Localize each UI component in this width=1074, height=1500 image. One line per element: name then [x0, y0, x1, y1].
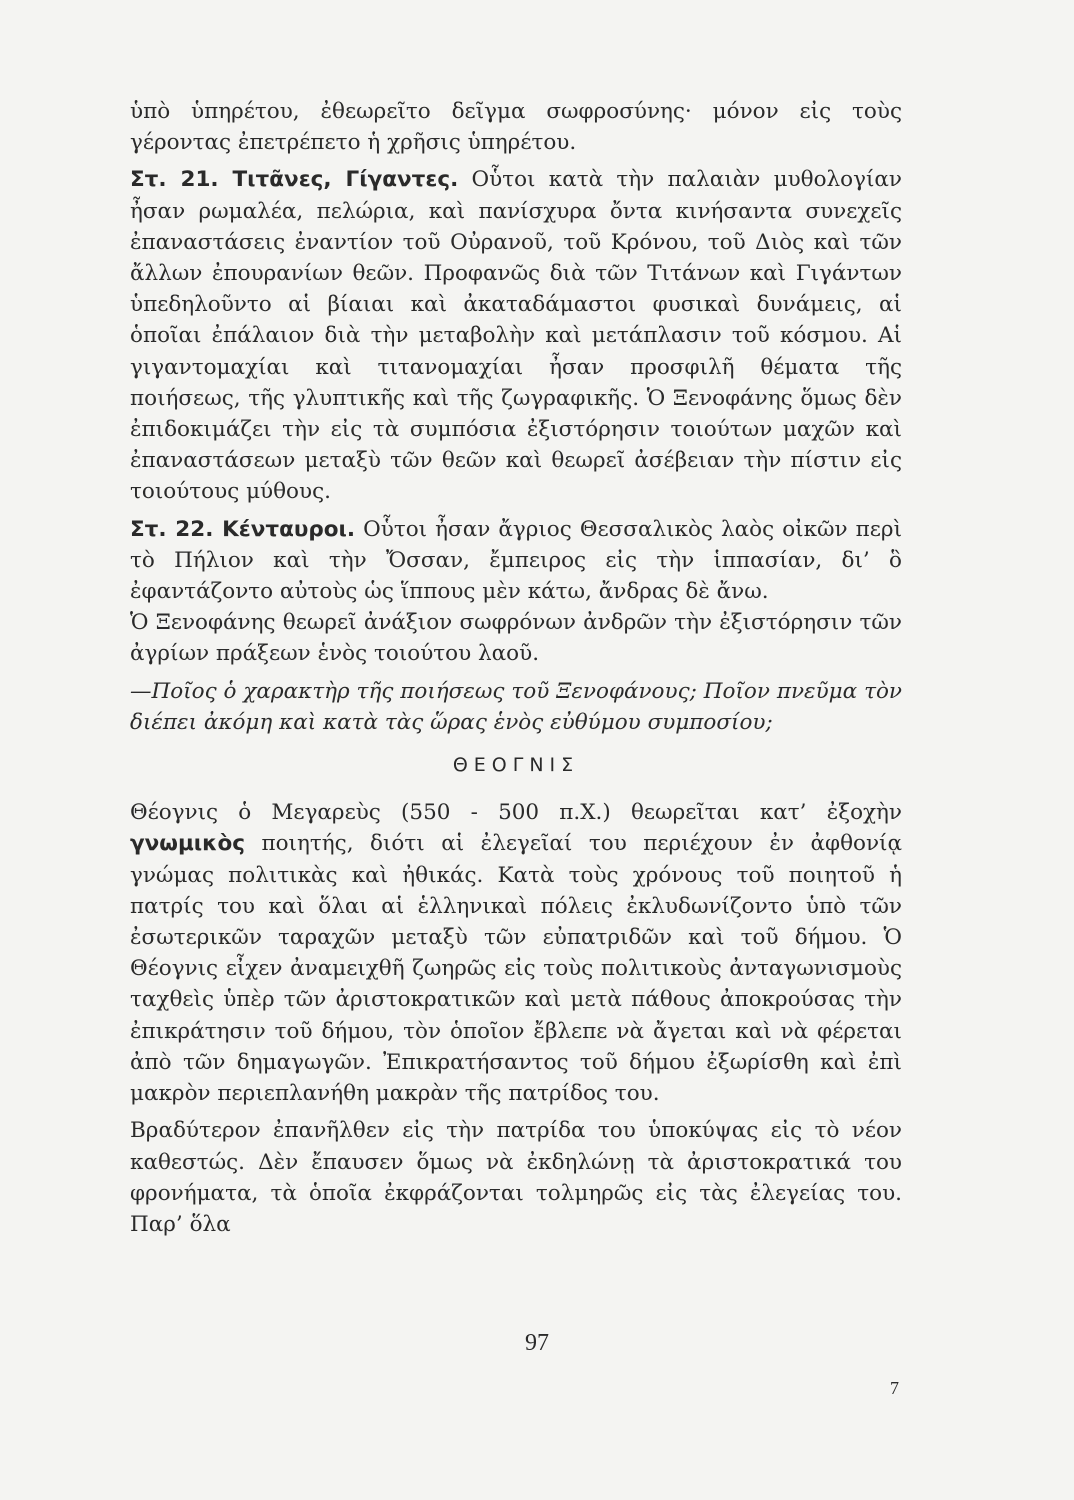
paragraph-verse-21 — [130, 164, 902, 507]
verse-21-text: Οὗτοι κατὰ τὴν παλαιὰν μυθολογίαν ἦσαν ρωμαλέα, πελώρια, καὶ πανίσχυρα ὄντα κινήσαντα συνεχεῖς ἐπαναστάσεις ἐναντίον τοῦ Οὐρανοῦ, τοῦ Κρόνου, τοῦ Διὸς καὶ τῶν ἄλλων ἐπουρανίων θεῶν. Προφανῶς διὰ τῶν Τιτάνων καὶ Γιγάντων ὑπεδηλοῦντο αἱ βίαιαι καὶ ἀκαταδάμαστοι φυσικαὶ δυνάμεις, αἱ ὁποῖαι ἐπάλαιον διὰ τὴν μεταβολὴν καὶ μετάπλασιν τοῦ κόσμου. Αἱ γιγαντομαχίαι καὶ τιτανομαχίαι ἦσαν προσφιλῆ θέματα τῆς ποιήσεως, τῆς γλυπτικῆς καὶ τῆς ζωγραφικῆς. Ὁ Ξενοφάνης ὅμως δὲν ἐπιδοκιμάζει τὴν εἰς τὰ συμπόσια ἐξιστόρησιν τοιούτων μαχῶν καὶ ἐπαναστάσεων μεταξὺ τῶν θεῶν καὶ θεωρεῖ ἀσέβειαν τὴν πίστιν εἰς τοιούτους μύθους. — [130, 167, 902, 505]
theognis-bold-term: γνωμικὸς — [130, 831, 245, 857]
verse-21-heading: Στ. 21. Τιτᾶνες, Γίγαντες. — [130, 167, 459, 193]
study-question: —Ποῖος ὁ χαρακτὴρ τῆς ποιήσεως τοῦ Ξενοφάνους; Ποῖον πνεῦμα τὸν διέπει ἀκόμη καὶ κατὰ τὰς ὥρας ἑνὸς εὐθύμου συμποσίου; — [130, 678, 902, 735]
paragraph-xenophanes: Ὁ Ξενοφάνης θεωρεῖ ἀνάξιον σωφρόνων ἀνδρῶν τὴν ἐξιστόρησιν τῶν ἀγρίων πράξεων ἑνὸς τοιούτου λαοῦ. — [130, 610, 902, 667]
section-heading: ΘΕΟΓΝΙΣ — [452, 754, 580, 777]
verse-22-heading: Στ. 22. Κένταυροι. — [130, 516, 356, 542]
verse-22-text: Οὗτοι ἦσαν ἄγριος Θεσσαλικὸς λαὸς οἰκῶν περὶ τὸ Πήλιον καὶ τὴν Ὄσσαν, ἔμπειρος εἰς τὴν ἱππασίαν, δι’ ὃ ἐφαντάζοντο αὐτοὺς ὡς ἵππους μὲν κάτω, ἄνδρας δὲ ἄνω. — [130, 516, 903, 605]
theognis-text-b: ποιητής, διότι αἱ ἐλεγεῖαί του περιέχουν ἐν ἀφθονίᾳ γνώμας πολιτικὰς καὶ ἠθικάς. Κατὰ τοὺς χρόνους τοῦ ποιητοῦ ἡ πατρίς του καὶ ὅλαι αἱ ἑλληνικαὶ πόλεις ἐκλυδωνίζοντο ὑπὸ τῶν ἐσωτερικῶν ταραχῶν μεταξὺ τῶν εὐπατριδῶν καὶ τοῦ δήμου. Ὁ Θέογνις εἶχεν ἀναμειχθῆ ζωηρῶς εἰς τοὺς πολιτικοὺς ἀνταγωνισμοὺς ταχθεὶς ὑπὲρ τῶν ἀριστοκρατικῶν καὶ μετὰ πάθους ἀποκρούσας τὴν ἐπικράτησιν τοῦ δήμου, τὸν ὁποῖον ἔβλεπε νὰ ἄγεται καὶ νὰ φέρεται ἀπὸ τῶν δημαγωγῶν. Ἐπικρατήσαντος τοῦ δήμου ἐξωρίσθη καὶ ἐπὶ μακρὸν περιεπλανήθη μακρὰν τῆς πατρίδος του. — [130, 831, 902, 1107]
page-body — [130, 96, 902, 1240]
paragraph-intro: ὑπὸ ὑπηρέτου, ἐθεωρεῖτο δεῖγμα σωφροσύνης· μόνον εἰς τοὺς γέροντας ἐπετρέπετο ἡ χρῆσις ὑπηρέτου. — [130, 99, 902, 156]
paragraph-theognis-1 — [130, 797, 902, 1109]
paragraph-theognis-2: Βραδύτερον ἐπανῆλθεν εἰς τὴν πατρίδα του ὑποκύψας εἰς τὸ νέον καθεστώς. Δὲν ἔπαυσεν ὅμως νὰ ἐκδηλώνῃ τὰ ἀριστοκρατικά του φρονήματα, τὰ ὁποῖα ἐκφράζονται τολμηρῶς εἰς τὰς ἐλεγείας του. Παρ’ ὅλα — [130, 1118, 902, 1237]
paragraph-verse-22 — [130, 514, 902, 608]
printer-signature: 7 — [890, 1378, 899, 1398]
page-number: 97 — [525, 1330, 549, 1356]
theognis-text-a: Θέογνις ὁ Μεγαρεὺς (550 - 500 π.Χ.) θεωρεῖται κατ’ ἐξοχὴν — [130, 800, 902, 826]
